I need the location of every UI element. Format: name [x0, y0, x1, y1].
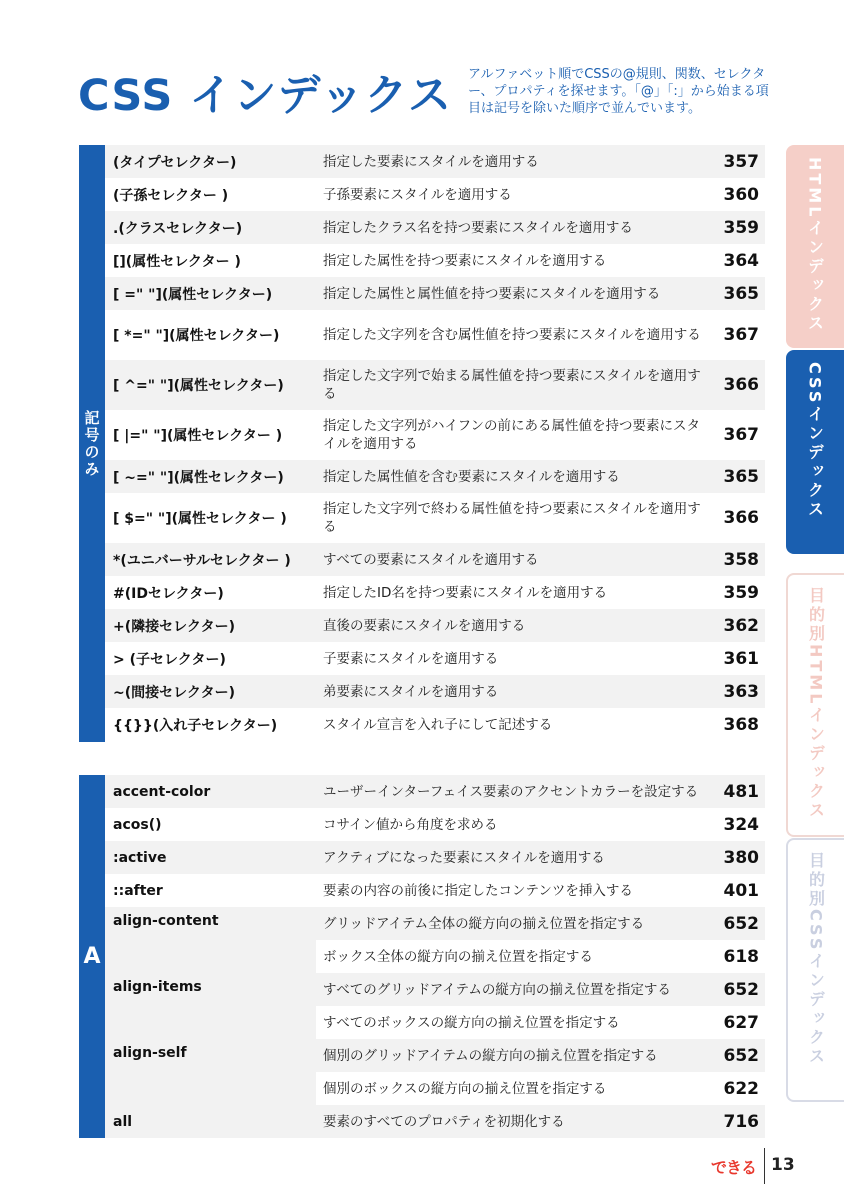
index-page-number[interactable]: 367	[723, 425, 759, 445]
index-description: 子要素にスタイルを適用する	[323, 650, 499, 667]
index-term	[105, 1072, 316, 1105]
tab-html-index[interactable]	[786, 145, 844, 348]
section-label: 記号のみ	[82, 409, 101, 478]
index-term: align-content	[113, 913, 219, 929]
index-page-number[interactable]: 652	[723, 913, 759, 934]
index-row	[105, 145, 765, 178]
index-row	[105, 940, 765, 973]
index-term: acos()	[113, 816, 162, 833]
index-description: 指定した属性と属性値を持つ要素にスタイルを適用する	[323, 285, 661, 302]
index-description: 指定した文字列で終わる属性値を持つ要素にスタイルを適用する	[323, 501, 701, 535]
section-label: A	[83, 944, 101, 969]
index-term: [ *=" "](属性セレクター)	[113, 328, 280, 344]
index-description: すべてのボックスの縦方向の揃え位置を指定する	[323, 1014, 620, 1031]
index-description: コサイン値から角度を求める	[323, 816, 498, 833]
index-description: 指定した文字列で始まる属性値を持つ要素にスタイルを適用する	[323, 368, 701, 402]
index-page-number[interactable]: 357	[723, 151, 759, 172]
index-page-number[interactable]: 358	[723, 549, 759, 570]
index-row	[105, 460, 765, 493]
index-row	[105, 642, 765, 675]
index-page-number[interactable]: 364	[723, 250, 759, 271]
index-term: +(隣接セレクター)	[113, 618, 235, 635]
index-term: accent-color	[113, 783, 211, 800]
index-row	[105, 973, 765, 1006]
index-term: #(IDセレクター)	[113, 585, 224, 602]
section-label-bar	[79, 775, 105, 1138]
index-page-number[interactable]: 622	[723, 1078, 759, 1099]
index-row	[105, 609, 765, 642]
index-term: {{}}(入れ子セレクター)	[113, 717, 278, 734]
tab-label: CSSインデックス	[805, 362, 825, 520]
index-row	[105, 1006, 765, 1039]
page-title: CSS インデックス	[78, 71, 453, 121]
tab-label: 目的別CSSインデックス	[806, 852, 826, 1067]
index-row	[105, 178, 765, 211]
index-page-number[interactable]: 401	[723, 880, 759, 901]
index-description: 弟要素にスタイルを適用する	[323, 683, 499, 700]
index-row	[105, 277, 765, 310]
index-row	[105, 874, 765, 907]
footer-divider	[764, 1148, 765, 1184]
index-page-number[interactable]: 366	[723, 375, 759, 395]
index-row	[105, 1072, 765, 1105]
index-description: 指定したID名を持つ要素にスタイルを適用する	[323, 584, 608, 601]
index-description: すべてのグリッドアイテムの縦方向の揃え位置を指定する	[323, 981, 671, 998]
index-row	[105, 675, 765, 708]
tab-purpose-html-index[interactable]	[786, 573, 844, 837]
index-page-number[interactable]: 365	[723, 466, 759, 487]
index-page-number[interactable]: 363	[723, 681, 759, 702]
index-term: (子孫セレクター )	[113, 187, 229, 204]
index-description: アクティブになった要素にスタイルを適用する	[323, 849, 605, 866]
index-description: 指定した文字列を含む属性値を持つ要素にスタイルを適用する	[323, 327, 701, 343]
index-page-number[interactable]: 366	[723, 508, 759, 528]
index-term: (タイプセレクター)	[113, 154, 237, 171]
index-term: .(クラスセレクター)	[113, 220, 243, 237]
index-description: 指定した文字列がハイフンの前にある属性値を持つ要素にスタイルを適用する	[323, 418, 701, 452]
index-rows	[105, 145, 765, 741]
index-description: 直後の要素にスタイルを適用する	[323, 617, 526, 634]
tab-css-index[interactable]	[786, 350, 844, 554]
index-term: ~(間接セレクター)	[113, 684, 235, 701]
index-description: ユーザーインターフェイス要素のアクセントカラーを設定する	[323, 783, 699, 800]
index-page-number[interactable]: 362	[723, 615, 759, 636]
index-row	[105, 543, 765, 576]
index-page-number[interactable]: 360	[723, 184, 759, 205]
index-description: 指定した属性を持つ要素にスタイルを適用する	[323, 252, 607, 269]
index-row	[105, 907, 765, 940]
index-term: [ $=" "](属性セレクター )	[113, 511, 287, 527]
index-description: ボックス全体の縦方向の揃え位置を指定する	[323, 948, 593, 965]
index-description: 要素のすべてのプロパティを初期化する	[323, 1113, 565, 1130]
index-term	[105, 940, 316, 973]
index-page-number[interactable]: 359	[723, 582, 759, 603]
index-page-number[interactable]: 716	[723, 1111, 759, 1132]
publisher-logo: できる	[711, 1158, 757, 1177]
index-description: 個別のグリッドアイテムの縦方向の揃え位置を指定する	[323, 1047, 658, 1064]
index-term: *(ユニバーサルセレクター )	[113, 552, 291, 569]
index-term: [ ^=" "](属性セレクター)	[113, 378, 284, 394]
index-term	[105, 1006, 316, 1039]
intro-text: アルファベット順でCSSの@規則、関数、セレクター、プロパティを探せます。「@」「:」から始まる項目は記号を除いた順序で並んでいます。	[468, 67, 769, 116]
index-description: スタイル宣言を入れ子にして記述する	[323, 716, 553, 733]
index-term: align-self	[113, 1045, 187, 1061]
index-page-number[interactable]: 618	[723, 946, 759, 967]
index-page-number[interactable]: 627	[723, 1012, 759, 1033]
index-row	[105, 360, 765, 410]
index-row	[105, 1105, 765, 1138]
index-page-number[interactable]: 367	[723, 325, 759, 345]
index-row	[105, 708, 765, 741]
index-row	[105, 493, 765, 543]
tab-label: 目的別HTMLインデックス	[806, 587, 826, 821]
index-description: 個別のボックスの縦方向の揃え位置を指定する	[323, 1080, 607, 1097]
index-page-number[interactable]: 368	[723, 714, 759, 735]
index-page-number[interactable]: 359	[723, 217, 759, 238]
index-row	[105, 211, 765, 244]
index-row	[105, 775, 765, 808]
index-term: align-items	[113, 979, 202, 995]
section-label-bar	[79, 145, 105, 742]
index-row	[105, 410, 765, 460]
index-page-number[interactable]: 481	[723, 781, 759, 802]
index-description: 指定した属性値を含む要素にスタイルを適用する	[323, 468, 620, 485]
index-page-number[interactable]: 652	[723, 979, 759, 1000]
index-term: [ |=" "](属性セレクター )	[113, 428, 283, 444]
tab-label: HTMLインデックス	[805, 157, 825, 334]
index-page-number[interactable]: 365	[723, 283, 759, 304]
index-description: すべての要素にスタイルを適用する	[323, 551, 539, 568]
index-term: [ =" "](属性セレクター)	[113, 286, 273, 303]
index-description: グリッドアイテム全体の縦方向の揃え位置を指定する	[323, 915, 645, 932]
index-term: [](属性セレクター )	[113, 253, 241, 270]
index-term: > (子セレクター)	[113, 651, 226, 668]
index-description: 指定したクラス名を持つ要素にスタイルを適用する	[323, 219, 633, 236]
index-term: ::after	[113, 882, 163, 899]
index-term: :active	[113, 849, 167, 866]
index-row	[105, 841, 765, 874]
index-page-number[interactable]: 361	[723, 648, 759, 669]
index-row	[105, 808, 765, 841]
index-section-symbols	[79, 145, 765, 742]
index-row	[105, 1039, 765, 1072]
page-number: 13	[771, 1155, 795, 1175]
index-term: [ ~=" "](属性セレクター)	[113, 469, 284, 486]
index-rows	[105, 775, 765, 1138]
index-row	[105, 310, 765, 360]
index-section-a	[79, 775, 765, 1138]
tab-purpose-css-index[interactable]	[786, 838, 844, 1102]
index-row	[105, 244, 765, 277]
index-page-number[interactable]: 652	[723, 1045, 759, 1066]
index-description: 指定した要素にスタイルを適用する	[323, 153, 539, 170]
index-page-number[interactable]: 380	[723, 847, 759, 868]
index-row	[105, 576, 765, 609]
index-description: 要素の内容の前後に指定したコンテンツを挿入する	[323, 882, 633, 899]
index-description: 子孫要素にスタイルを適用する	[323, 186, 512, 203]
index-page-number[interactable]: 324	[723, 814, 759, 835]
index-term: all	[113, 1113, 133, 1130]
